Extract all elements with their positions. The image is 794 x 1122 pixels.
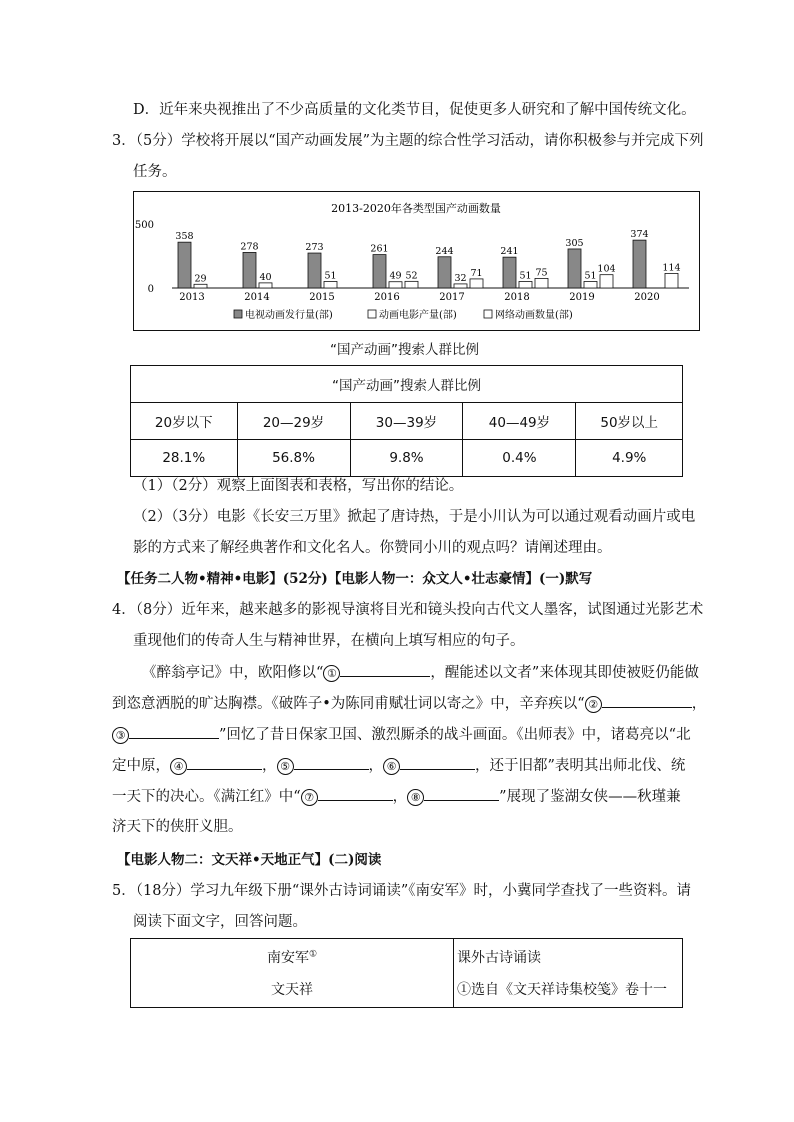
bar (389, 282, 402, 288)
data-label: 29 (194, 273, 207, 285)
table-header-cell: 20—29岁 (237, 403, 350, 440)
bar (535, 278, 548, 288)
data-label: 244 (435, 245, 454, 257)
y-tick-label: 500 (134, 220, 154, 231)
search-ratio-table (130, 365, 683, 477)
x-tick-label: 2013 (179, 292, 205, 303)
legend-swatch (368, 310, 376, 318)
bar (633, 240, 646, 288)
data-label: 51 (519, 270, 532, 282)
legend-label: 网络动画数量(部) (495, 310, 573, 321)
fill-blank[interactable] (294, 755, 369, 770)
q4-para4 (112, 755, 685, 776)
table-value-row (131, 440, 683, 477)
bar (568, 249, 581, 288)
data-label: 241 (500, 246, 519, 258)
data-label: 40 (259, 271, 272, 283)
blank-mark: ④ (170, 758, 187, 775)
x-tick-label: 2019 (569, 292, 595, 303)
data-label: 51 (584, 270, 597, 282)
data-label: 32 (454, 272, 467, 284)
bar (308, 253, 321, 288)
q2-option-d: D．近年来央视推出了不少高质量的文化类节目，促使更多人研究和了解中国传统文化。 (133, 102, 696, 118)
bar-chart (133, 191, 700, 331)
legend-label: 动画电影产量(部) (379, 310, 457, 321)
poem-table (130, 938, 683, 1008)
bar (503, 257, 516, 288)
data-label: 52 (405, 270, 418, 282)
legend-label: 电视动画发行量(部) (245, 310, 333, 321)
poem-author: 文天祥 (271, 982, 313, 998)
chart-title: 2013-2020年各类型国产动画数量 (331, 202, 501, 215)
bar (194, 284, 207, 288)
table-value-cell: 0.4% (463, 440, 576, 477)
blank-mark: ⑤ (277, 758, 294, 775)
q3-sub1: （1）（2分）观察上面图表和表格，写出你的结论。 (133, 478, 464, 494)
q4-para3 (112, 724, 691, 745)
data-label: 261 (370, 243, 389, 255)
q4-text: ， (368, 758, 383, 774)
data-label: 305 (565, 237, 584, 249)
task2-header: 【任务二人物•精神•电影】(52分)【电影人物一：众文人•壮志豪情】(一)默写 (117, 571, 593, 587)
blank-mark: ⑧ (407, 789, 424, 806)
bar (259, 283, 272, 288)
table-value-cell: 4.9% (576, 440, 683, 477)
q4-text: ， (392, 789, 408, 805)
q4-para5 (112, 786, 681, 807)
q4-line1: 4．（8分）近年来，越来越多的影视导演将目光和镜头投向古代文人墨客，试图通过光影艺术 (112, 602, 704, 618)
data-label: 71 (470, 267, 483, 279)
q4-text: 《醉翁亭记》中，欧阳修以“ (142, 665, 324, 681)
x-tick-label: 2020 (634, 292, 660, 303)
table-value-cell: 56.8% (237, 440, 350, 477)
bar (600, 275, 613, 288)
bar (665, 273, 678, 288)
q3-line1: 3．（5分）学校将开展以“国产动画发展”为主题的综合性学习活动，请你积极参与并完成下列 (112, 133, 704, 149)
bar (243, 252, 256, 288)
blank-mark: ② (585, 696, 602, 713)
fill-blank[interactable] (318, 786, 393, 801)
q5-line1: 5．（18分）学习九年级下册“课外古诗词诵读”《南安军》时，小冀同学查找了一些资料。请 (112, 883, 691, 899)
table-value-cell: 9.8% (350, 440, 463, 477)
data-label: 278 (240, 241, 259, 253)
q5-line2: 阅读下面文字，回答问题。 (133, 914, 307, 930)
fill-blank[interactable] (340, 662, 430, 677)
fill-blank[interactable] (602, 693, 692, 708)
x-tick-label: 2018 (504, 292, 530, 303)
data-label: 49 (389, 270, 402, 282)
data-label: 273 (305, 242, 324, 254)
legend-swatch (484, 310, 492, 318)
fill-blank[interactable] (400, 755, 475, 770)
data-label: 51 (324, 270, 337, 282)
bar (438, 257, 451, 288)
bar (373, 255, 386, 288)
q4-para6: 济天下的侠肝义胆。 (112, 819, 243, 835)
table-caption: “国产动画”搜索人群比例 (330, 342, 479, 358)
data-label: 104 (597, 263, 616, 275)
poem-title: 南安军 (266, 950, 309, 966)
q4-text: ”回忆了昔日保家卫国、激烈厮杀的战斗画面。《出师表》中，诸葛亮以“北 (219, 727, 691, 743)
table-title: “国产动画”搜索人群比例 (131, 366, 683, 403)
q4-text: ，还于旧都”表明其出师北伐、统 (475, 758, 686, 774)
fill-blank[interactable] (424, 786, 499, 801)
poem-cell (131, 939, 454, 1008)
q4-text: 一天下的决心。《满江红》中“ (112, 789, 301, 805)
bar (519, 281, 532, 288)
table-header-cell: 30—39岁 (350, 403, 463, 440)
bar (405, 281, 418, 288)
q4-para1 (142, 662, 699, 683)
note-title: 课外古诗诵读 (457, 950, 541, 966)
q4-text: ，醒能述以文者”来体现其即使被贬仍能做 (430, 665, 699, 681)
bar (470, 279, 483, 288)
blank-mark: ⑥ (383, 758, 400, 775)
table-header-cell: 20岁以下 (131, 403, 238, 440)
bar (324, 281, 337, 288)
data-label: 374 (630, 229, 649, 241)
note-cell (454, 939, 683, 1008)
q4-text: 到恣意洒脱的旷达胸襟。《破阵子•为陈同甫赋壮词以寄之》中，辛弃疾以“ (112, 696, 585, 712)
x-tick-label: 2014 (244, 292, 270, 303)
q4-text: ”展现了鉴湖女侠——秋瑾兼 (499, 789, 681, 805)
q3-sub2b: 影的方式来了解经典著作和文化名人。你赞同小川的观点吗？请阐述理由。 (133, 540, 612, 556)
blank-mark: ③ (112, 727, 129, 744)
fill-blank[interactable] (187, 755, 262, 770)
q4-text: ， (262, 758, 277, 774)
q3-line2: 任务。 (133, 164, 177, 180)
data-label: 114 (662, 262, 681, 274)
q4-text: 定中原， (112, 758, 170, 774)
legend-swatch (234, 310, 242, 318)
blank-mark: ⑦ (301, 789, 318, 806)
note-text: ①选自《文天祥诗集校笺》卷十一 (457, 982, 667, 998)
x-tick-label: 2015 (309, 292, 335, 303)
data-label: 358 (175, 231, 194, 243)
y-tick-label: 0 (147, 284, 154, 295)
data-label: 75 (535, 267, 548, 279)
table-header-cell: 50岁以上 (576, 403, 683, 440)
bar-chart-svg (134, 192, 699, 330)
fill-blank[interactable] (129, 724, 219, 739)
q4-line2: 重现他们的传奇人生与精神世界，在横向上填写相应的句子。 (133, 633, 525, 649)
table-value-cell: 28.1% (131, 440, 238, 477)
x-tick-label: 2016 (374, 292, 400, 303)
bar (584, 281, 597, 288)
table-header-cell: 40—49岁 (463, 403, 576, 440)
film2-header: 【电影人物二：文天祥•天地正气】(二)阅读 (117, 852, 382, 868)
x-tick-label: 2017 (439, 292, 465, 303)
q3-sub2a: （2）（3分）电影《长安三万里》掀起了唐诗热，于是小川认为可以通过观看动画片或电 (133, 509, 696, 525)
poem-note-mark: ① (308, 949, 318, 960)
bar (178, 242, 191, 288)
q4-para2: 到恣意洒脱的旷达胸襟。《破阵子•为陈同甫赋壮词以寄之》中，辛弃疾以“ ② ， (112, 693, 706, 714)
blank-mark: ① (323, 665, 340, 682)
table-header-row (131, 403, 683, 440)
bar (454, 284, 467, 288)
